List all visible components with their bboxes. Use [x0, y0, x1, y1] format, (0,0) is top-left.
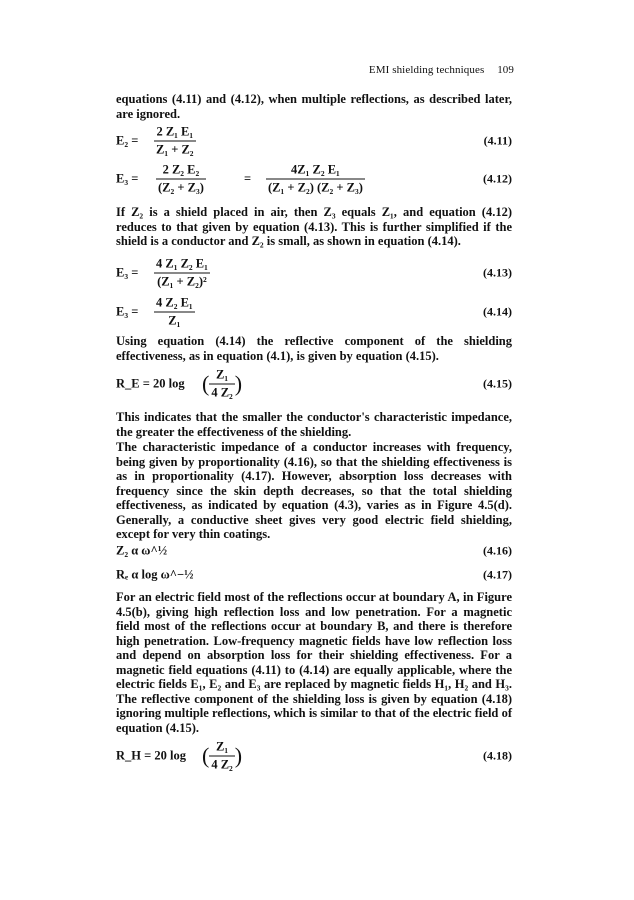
equation-number: (4.13) [483, 265, 512, 280]
paragraph-5: The characteristic impedance of a conductor increases with frequency, being given by proportionality (4.16), so that the shielding effectiveness is as in proportionality (4.17). However, absorption loss decreases with frequency since the skin depth decreases, so that the total shielding effectiveness, as indicated by equation (4.3), varies as in Figure 4.5(d). Generally, a conductive sheet gives very good electric field shielding, except for very thin coatings. [116, 440, 512, 541]
running-header [369, 64, 514, 76]
eq-expression: Z₂ α ω^½ [116, 543, 168, 558]
paragraph-1: equations (4.11) and (4.12), when multiple reflections, as described later, are ignored. [116, 92, 512, 121]
eq-fraction: $\frac{\text{2 Z₁ E₁}}{\text{Z₁ + Z₂}}$ [156, 124, 194, 157]
equation-number: (4.17) [483, 567, 512, 582]
left-paren: ( [202, 371, 210, 396]
equation-4-13 [116, 255, 512, 291]
left-paren: ( [202, 743, 210, 768]
eq-lhs: E₃ = [116, 171, 139, 186]
eq-fraction: $\frac{\text{4 Z₁ Z₂ E₁}}{\text{(Z₁ + Z₂)²}}$ [156, 256, 208, 289]
equation-4-11 [116, 124, 512, 158]
eq-fraction-2: $\frac{\text{4Z₁ Z₂ E₁}}{\text{(Z₁ + Z₂) (Z₂ + Z₃)}}$ [268, 162, 363, 195]
equation-number: (4.11) [483, 133, 512, 148]
eq-lhs: E₃ = [116, 304, 139, 319]
eq-expression: Rₑ α log ω^−½ [116, 567, 194, 582]
equation-4-18 [116, 738, 512, 774]
paragraph-3: Using equation (4.14) the reflective component of the shielding effectiveness, as in equation (4.1), is given by equation (4.15). [116, 334, 512, 363]
paragraph-2: If Z₂ is a shield placed in air, then Z₃ equals Z₁, and equation (4.12) reduces to that given by equation (4.13). This is further simplified if the shield is a conductor and Z₂ is small, as shown in equation (4.14). [116, 205, 512, 248]
equation-number: (4.18) [483, 748, 512, 763]
equation-4-12 [116, 162, 512, 196]
equation-number: (4.12) [483, 171, 512, 186]
equation-4-14 [116, 295, 512, 329]
eq-lhs: R_E = 20 log [116, 376, 185, 391]
equation-number: (4.16) [483, 543, 512, 558]
eq-equals: = [244, 171, 252, 186]
right-paren: ) [234, 743, 243, 768]
eq-fraction: $\frac{\text{Z₁}}{\text{4 Z₂}}$ [211, 739, 233, 772]
right-paren: ) [234, 371, 243, 396]
eq-fraction: $\frac{\text{Z₁}}{\text{4 Z₂}}$ [211, 367, 233, 400]
equation-4-17 [116, 564, 512, 586]
eq-fraction-1: $\frac{\text{2 Z₂ E₂}}{\text{(Z₂ + Z₃)}}$ [158, 162, 204, 195]
eq-fraction: $\frac{\text{4 Z₂ E₁}}{\text{Z₁}}$ [156, 295, 193, 328]
equation-number: (4.15) [483, 376, 512, 391]
eq-lhs: E₂ = [116, 133, 139, 148]
running-title: EMI shielding techniques [368, 64, 485, 76]
paragraph-4: This indicates that the smaller the conductor's characteristic impedance, the greater the effectiveness of the shielding. [116, 410, 512, 439]
eq-lhs: E₃ = [116, 265, 139, 280]
eq-lhs: R_H = 20 log [116, 748, 186, 763]
equation-number: (4.14) [483, 304, 512, 319]
equation-4-16 [116, 540, 512, 562]
paragraph-6: For an electric field most of the reflections occur at boundary A, in Figure 4.5(b), giving high reflection loss and low penetration. For a magnetic field most of the reflections occur at boundary B, and there is therefore high penetration. Low-frequency magnetic fields have low reflection loss and depend on absorption loss for their shielding effectiveness. For a magnetic field equations (4.11) to (4.14) are equally applicable, where the electric fields E₁, E₂ and E₃ are replaced by magnetic fields H₁, H₂ and H₃. The reflective component of the shielding loss is given by equation (4.18) ignoring multiple reflections, which is similar to that of the electric field of equation (4.15). [116, 590, 512, 735]
equation-4-15 [116, 366, 512, 402]
page-number: 109 [497, 64, 514, 76]
